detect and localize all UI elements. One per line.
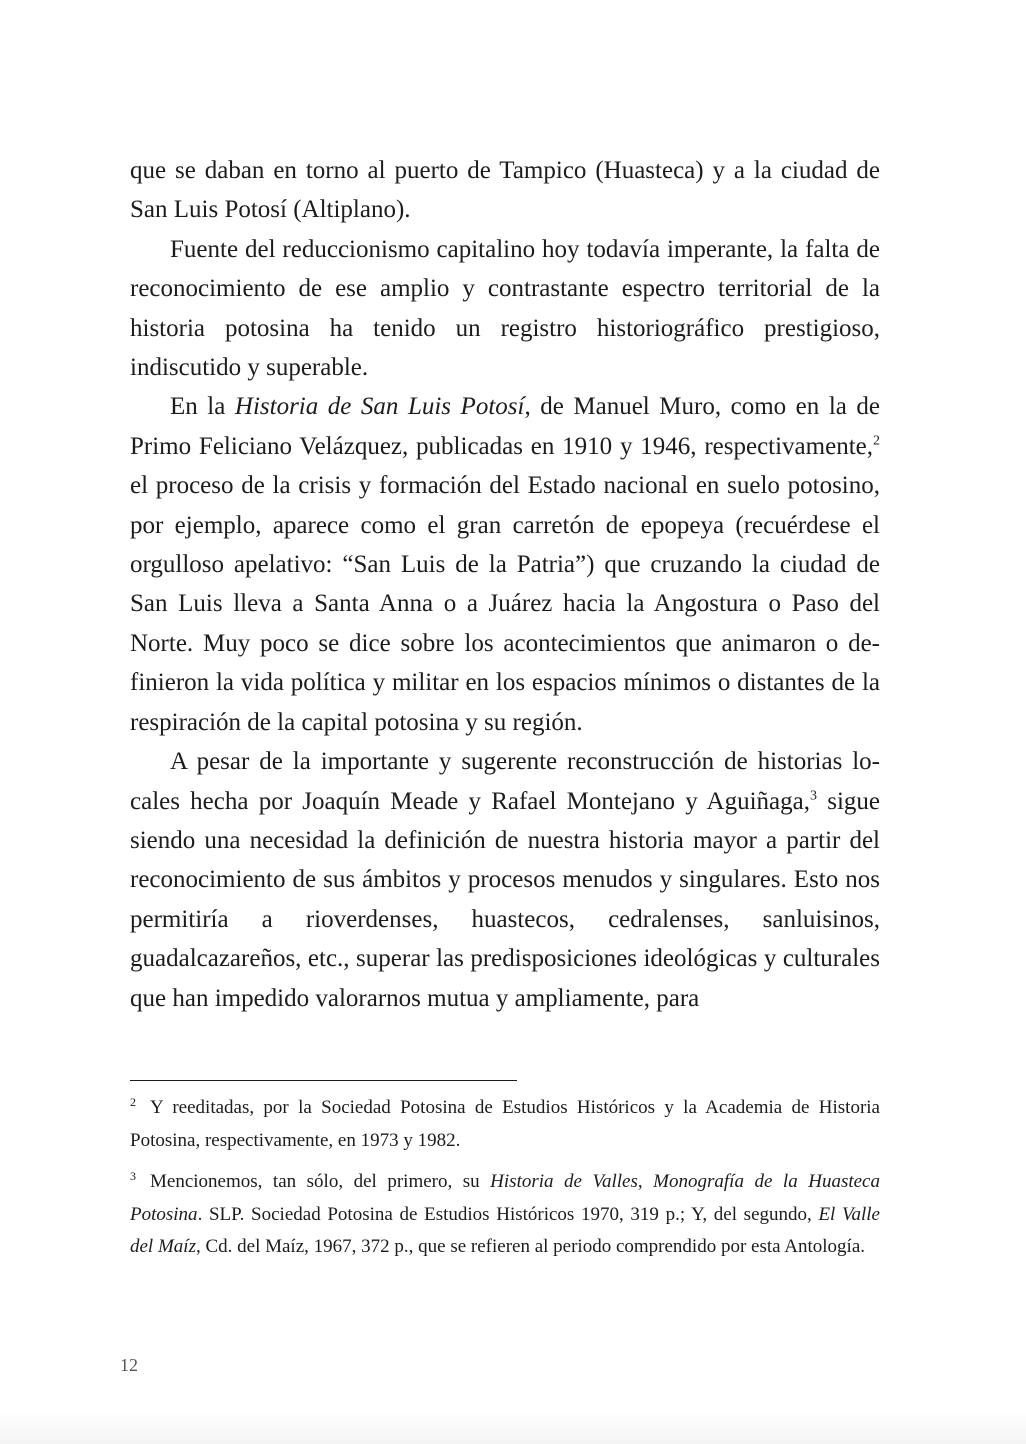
footnote-3-tail: , Cd. del Maíz, 1967, 372 p., que se refieren al periodo comprendido por esta Antología. bbox=[195, 1236, 866, 1257]
footnote-3 bbox=[130, 1166, 880, 1264]
main-text bbox=[130, 151, 880, 1018]
paragraph-3-lead: En la bbox=[170, 393, 235, 421]
footnote-2-number: 2 bbox=[130, 1094, 136, 1109]
paragraph-1-text: que se daban en torno al puerto de Tampico (Huasteca) y a la ciudad de San Luis Potosí (Altiplano). bbox=[130, 157, 880, 224]
footnote-3-title-monografia: Monografía de la Huasteca Potosina bbox=[130, 1171, 880, 1225]
footnote-ref-3: 3 bbox=[810, 788, 817, 804]
paragraph-1 bbox=[130, 151, 880, 230]
paragraph-3-tail: el proceso de la crisis y formación del Estado nacional en suelo potosino, por ejemplo, aparece como el gran carretón de epopeya (recuérdese el orgulloso apelativo: “San Luis de la Patria”) que cruzando la ciudad de San Luis lleva a Santa Anna o a Juárez hacia la Angostura o Paso del Norte. Muy poco se dice sobre los acontecimientos que animaron o definieron la vida política y militar en los espacios mínimos o distantes de la respiración de la capital potosina y su región. bbox=[130, 472, 880, 736]
page-number: 12 bbox=[120, 1355, 138, 1375]
paragraph-2-text: Fuente del reduccionismo capitalino hoy todavía imperante, la falta de reconocimiento de ese amplio y contrastante espectro territorial de la historia potosina ha tenido un registro historiográfico prestigioso, indiscutido y superable. bbox=[130, 235, 880, 382]
paragraph-4 bbox=[130, 742, 880, 1018]
footnote-3-lead: Mencionemos, tan sólo, del primero, su bbox=[150, 1171, 491, 1192]
paragraph-4-tail: sigue siendo una necesidad la definición de nuestra historia mayor a partir del reconocimiento de sus ámbitos y procesos menudos y singulares. Esto nos permitiría a rioverdenses, huastecos, cedralenses, sanluisinos, guadalcazareños, etc., superar las predisposiciones ideológicas y culturales que han impedido valorarnos mutua y ampliamente, para bbox=[130, 787, 880, 1012]
paragraph-3 bbox=[130, 387, 880, 742]
footnote-3-title-valle-maiz: El Valle del Maíz bbox=[130, 1203, 880, 1257]
footnote-divider bbox=[130, 1080, 517, 1081]
book-title-historia-slp: Historia de San Luis Potosí bbox=[234, 393, 525, 421]
footnote-3-sep: , bbox=[637, 1171, 654, 1192]
footnotes bbox=[130, 1092, 880, 1273]
page-bottom-shade bbox=[0, 1412, 1026, 1444]
footnote-3-number: 3 bbox=[130, 1168, 136, 1183]
footnote-ref-2: 2 bbox=[873, 433, 880, 449]
footnote-2-text: Y reeditadas, por la Sociedad Potosina de Estudios Históricos y la Academia de Historia Potosina, respectivamente, en 1973 y 1982. bbox=[130, 1097, 880, 1151]
footnote-3-mid: . SLP. Sociedad Potosina de Estudios Históricos 1970, 319 p.; Y, del segundo, bbox=[197, 1203, 819, 1225]
paragraph-3-mid: , de Manuel Muro, como en la de Primo Feliciano Velázquez, publicadas en 1910 y 1946, respectivamente, bbox=[130, 393, 880, 460]
paragraph-2 bbox=[130, 230, 880, 388]
paragraph-4-lead: A pesar de la importante y sugerente reconstrucción de historias locales hecha por Joaquín Meade y Rafael Montejano y Aguiñaga, bbox=[130, 748, 880, 815]
footnote-2 bbox=[130, 1092, 880, 1157]
footnote-3-title-valles: Historia de Valles bbox=[490, 1171, 638, 1192]
